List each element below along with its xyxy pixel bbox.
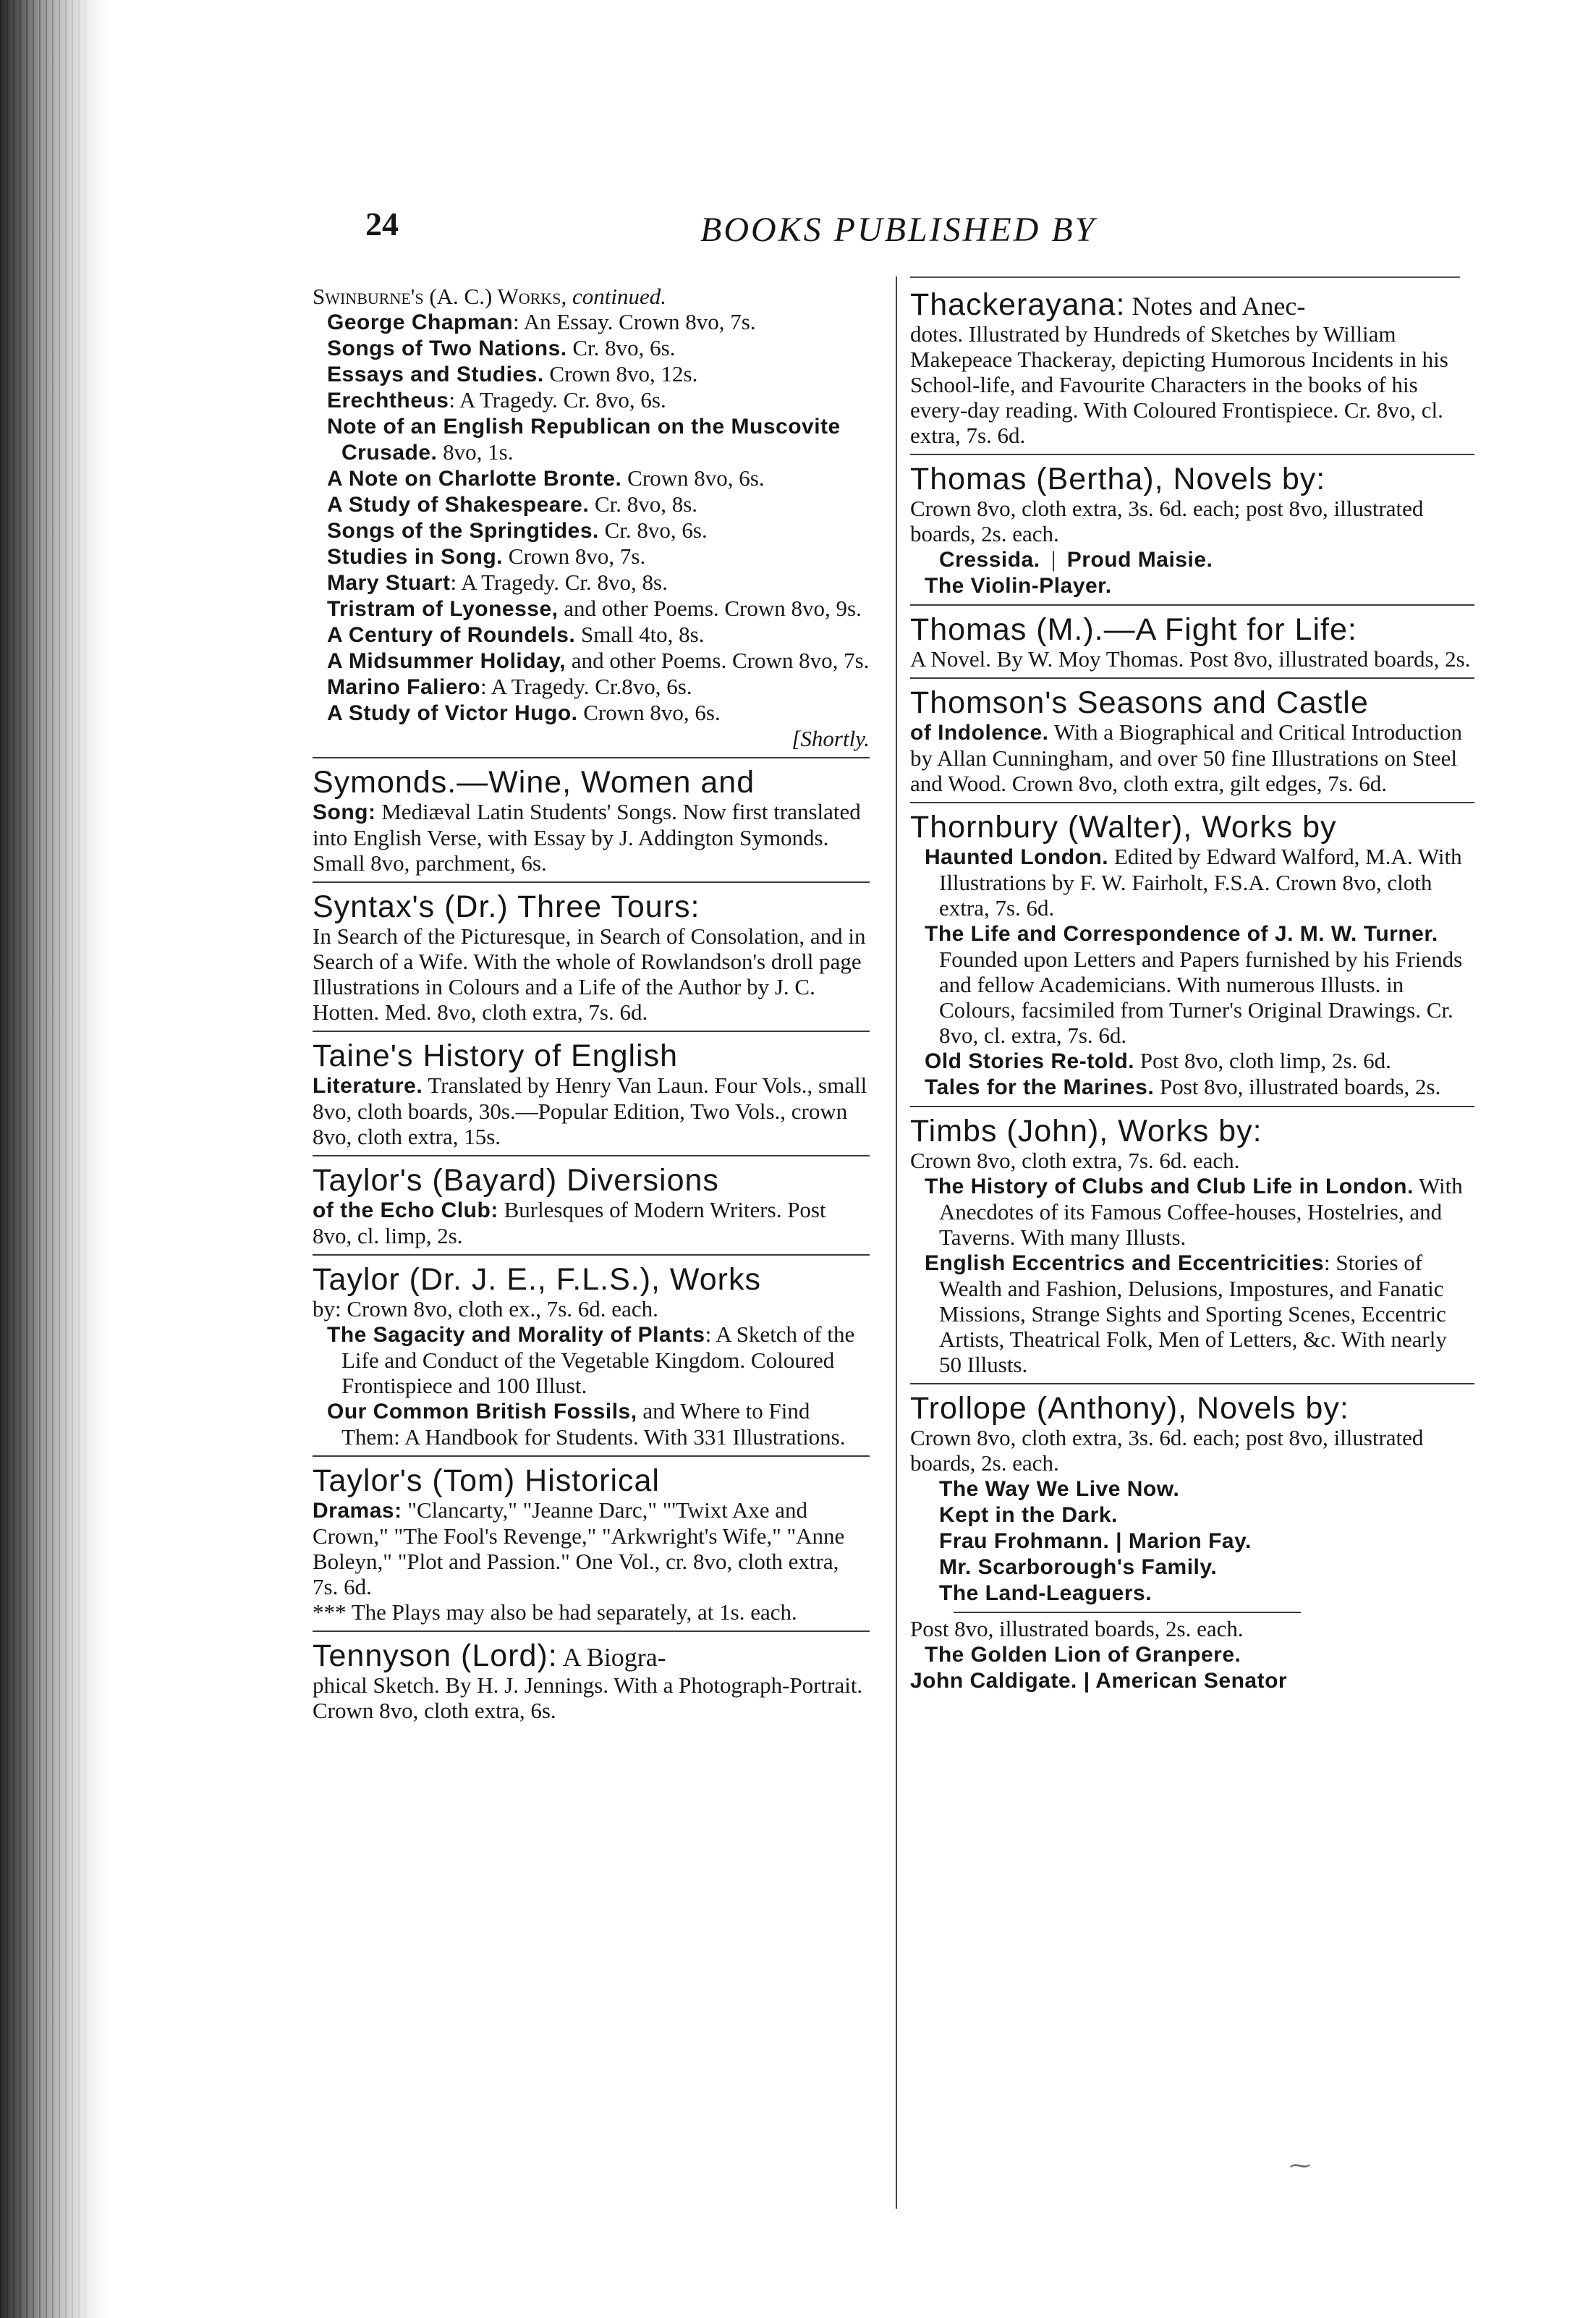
item-title: The Violin-Player.: [925, 574, 1112, 598]
item-title: Mr. Scarborough's Family.: [939, 1555, 1218, 1579]
entry-thomas-bertha: [910, 462, 1474, 606]
list-item: [910, 1528, 1474, 1554]
item-desc: Crown 8vo, 6s.: [621, 465, 765, 491]
item-title: The Way We Live Now.: [939, 1477, 1180, 1501]
entry-taylor-bayard: [313, 1164, 870, 1256]
shortly-note: [Shortly.: [791, 726, 870, 751]
title-separator: |: [1045, 546, 1067, 572]
entry-heading-rest: Notes and Anec-: [1125, 292, 1306, 321]
entry-swinburne: [313, 284, 870, 758]
list-item: [910, 1580, 1474, 1606]
entry-body-text: Translated by Henry Van Laun. Four Vols., small 8vo, cloth boards, 30s.—Popular Edition, Two Vols., crown 8vo, cloth extra, 15s.: [313, 1073, 867, 1149]
entry-body-text: Crown 8vo, cloth extra, 3s. 6d. each; post 8vo, illustrated boards, 2s. each.: [910, 1425, 1424, 1476]
entry-bold-lead: Dramas:: [313, 1499, 402, 1523]
entry-heading: Taine's History of English: [313, 1039, 679, 1073]
item-title: A Midsummer Holiday,: [327, 649, 566, 673]
list-item: [910, 572, 1474, 598]
entry-heading: Thomas (M.).—A Fight for Life:: [910, 612, 1357, 647]
section-rule: [954, 1612, 1301, 1613]
item-desc: and Where to Find Them: A Handbook for Students. With 331 Illustrations.: [341, 1398, 846, 1450]
entry-bold-lead: of the Echo Club:: [313, 1198, 498, 1222]
entry-body-text: dotes. Illustrated by Hundreds of Sketches by William Makepeace Thackeray, depicting Humorous Incidents in his School-life, and Favourite Characters in the books of his every-day reading. With Coloured Frontispiece. Cr. 8vo, cl. extra, 7s. 6d.: [910, 321, 1448, 448]
running-title: BOOKS PUBLISHED BY: [700, 211, 1097, 249]
item-desc: With Anecdotes of its Famous Coffee-houses, Hostelries, and Taverns. With many Illusts.: [939, 1173, 1463, 1250]
entry-body: [313, 1073, 870, 1149]
list-item: [313, 596, 870, 622]
entry-thornbury: [910, 811, 1474, 1107]
header-rule: [910, 276, 1460, 278]
list-item: [910, 1641, 1474, 1667]
entry-note: *** The Plays may also be had separately, at 1s. each.: [313, 1599, 797, 1625]
list-item: [313, 570, 870, 596]
entry-body-text: phical Sketch. By H. J. Jennings. With a Photograph-Portrait. Crown 8vo, cloth extra, 6s.: [313, 1672, 863, 1723]
entry-taylor-je: [313, 1263, 870, 1457]
list-item: [313, 335, 870, 361]
item-desc: Crown 8vo, 12s.: [543, 361, 698, 386]
item-desc: and other Poems. Crown 8vo, 7s.: [566, 648, 870, 673]
item-title: Proud Maisie.: [1066, 548, 1213, 572]
list-item: [910, 1250, 1474, 1377]
item-desc: 8vo, 1s.: [437, 439, 514, 465]
item-title: The Land-Leaguers.: [939, 1581, 1153, 1605]
item-title: Note of an English Republican on the Muscovite Crusade.: [327, 415, 841, 465]
list-item: [910, 1476, 1474, 1502]
list-item: [910, 844, 1474, 921]
item-desc: : A Tragedy. Cr. 8vo, 8s.: [450, 570, 668, 595]
entry-heading: Taylor (Dr. J. E., F.L.S.), Works: [313, 1262, 761, 1297]
page-number: 24: [365, 206, 399, 242]
list-item: [313, 387, 870, 413]
list-item: [313, 700, 870, 726]
entry-heading: [313, 284, 870, 309]
entry-heading: [910, 288, 1474, 321]
item-desc: Cr. 8vo, 6s.: [566, 335, 676, 360]
item-title: English Eccentrics and Eccentricities: [925, 1251, 1325, 1275]
item-title: Our Common British Fossils,: [327, 1400, 637, 1424]
entry-body-text: Crown 8vo, cloth extra, 7s. 6d. each.: [910, 1148, 1240, 1173]
item-desc: Edited by Edward Walford, M.A. With Illustrations by F. W. Fairholt, F.S.A. Crown 8vo, cloth extra, 7s. 6d.: [939, 844, 1462, 921]
item-desc: : Stories of Wealth and Fashion, Delusions, Impostures, and Fanatic Missions, Strange Sights and Sporting Scenes, Eccentric Artists, Theatrical Folk, Men of Letters, &c. With nearly 50 Illusts.: [939, 1250, 1447, 1377]
entry-heading: [313, 1639, 870, 1672]
entry-heading: Symonds.—Wine, Women and: [313, 765, 755, 800]
entry-body-text: With a Biographical and Critical Introduction by Allan Cunningham, and over 50 fine Illustrations on Steel and Wood. Crown 8vo, cloth extra, gilt edges, 7s. 6d.: [910, 719, 1463, 796]
list-item: [910, 1173, 1474, 1250]
list-item: [313, 491, 870, 517]
item-desc: Post 8vo, illustrated boards, 2s.: [1154, 1074, 1441, 1099]
item-title: Tales for the Marines.: [925, 1075, 1155, 1099]
list-item: [313, 413, 870, 465]
entry-symonds: [313, 766, 870, 883]
item-desc: Post 8vo, cloth limp, 2s. 6d.: [1134, 1048, 1391, 1073]
item-title: The Sagacity and Morality of Plants: [327, 1323, 705, 1347]
item-title: A Note on Charlotte Bronte.: [327, 467, 622, 491]
entry-thomas-m: [910, 613, 1474, 679]
list-item: [313, 309, 870, 335]
item-title: Frau Frohmann. | Marion Fay.: [939, 1529, 1252, 1553]
entry-thomson: [910, 686, 1474, 803]
list-item: [910, 546, 1474, 572]
entry-body-text: by: Crown 8vo, cloth ex., 7s. 6d. each.: [313, 1296, 658, 1321]
item-title: A Study of Victor Hugo.: [327, 701, 578, 725]
entry-heading: Trollope (Anthony), Novels by:: [910, 1391, 1349, 1426]
entry-body: [910, 719, 1474, 796]
entry-heading: Thomas (Bertha), Novels by:: [910, 462, 1326, 496]
entry-heading-text: Tennyson (Lord):: [313, 1638, 558, 1673]
list-item: [313, 622, 870, 648]
item-desc: : A Tragedy. Cr.8vo, 6s.: [480, 674, 692, 699]
entry-body-text: Crown 8vo, cloth extra, 3s. 6d. each; post 8vo, illustrated boards, 2s. each.: [910, 496, 1424, 546]
item-title: A Century of Roundels.: [327, 623, 576, 647]
entry-timbs: [910, 1114, 1474, 1384]
entry-taylor-tom: [313, 1464, 870, 1632]
item-title: Songs of Two Nations.: [327, 337, 567, 360]
entry-body-text: Mediæval Latin Students' Songs. Now first translated into English Verse, with Essay by J. Addington Symonds. Small 8vo, parchment, 6s.: [313, 799, 861, 876]
entry-heading-rest: A Biogra-: [557, 1643, 666, 1672]
item-title: Erechtheus: [327, 389, 449, 413]
item-title: Kept in the Dark.: [939, 1503, 1118, 1527]
list-item: [910, 1048, 1474, 1074]
entry-syntax: [313, 890, 870, 1032]
entry-heading: Taylor's (Tom) Historical: [313, 1463, 660, 1498]
item-title: Cressida.: [939, 548, 1040, 572]
entry-heading-text: Thackerayana:: [910, 287, 1126, 322]
item-title: A Study of Shakespeare.: [327, 493, 590, 517]
entry-taine: [313, 1039, 870, 1156]
column-divider: [896, 276, 897, 2209]
entry-body: [313, 1497, 870, 1599]
list-item: [313, 517, 870, 543]
swinburne-items: [313, 309, 870, 726]
item-desc: : An Essay. Crown 8vo, 7s.: [513, 309, 756, 334]
item-desc: Cr. 8vo, 8s.: [589, 491, 698, 517]
entry-body-text: In Search of the Picturesque, in Search of Consolation, and in Search of a Wife. With the whole of Rowlandson's droll page Illustrations in Colours and a Life of the Author by J. C. Hotten. Med. 8vo, cloth extra, 7s. 6d.: [313, 923, 866, 1025]
item-title: Haunted London.: [925, 845, 1109, 869]
left-column: [313, 284, 870, 1736]
entry-body-text: Burlesques of Modern Writers. Post 8vo, cl. limp, 2s.: [313, 1197, 826, 1248]
entry-trollope: [910, 1392, 1474, 1699]
entry-heading: Thomson's Seasons and Castle: [910, 685, 1369, 720]
item-desc: : A Tragedy. Cr. 8vo, 6s.: [449, 387, 666, 413]
item-title: Essays and Studies.: [327, 363, 544, 386]
entry-bold-lead: Song:: [313, 800, 376, 824]
item-desc: Crown 8vo, 6s.: [577, 700, 721, 725]
entry-tennyson: [313, 1639, 870, 1729]
item-title: Studies in Song.: [327, 545, 504, 569]
item-desc: Founded upon Letters and Papers furnished by his Friends and fellow Academicians. With numerous Illusts. in Colours, facsimiled from Turner's Original Drawings. Cr. 8vo, cl. extra, 7s. 6d.: [939, 947, 1463, 1048]
binding-page-edges: [0, 0, 109, 2318]
list-item: [313, 674, 870, 700]
entry-body: [313, 1197, 870, 1248]
entry-heading: Taylor's (Bayard) Diversions: [313, 1163, 719, 1198]
list-item: [313, 361, 870, 387]
item-title: George Chapman: [327, 310, 514, 334]
list-item: [910, 1554, 1474, 1580]
entry-heading: Syntax's (Dr.) Three Tours:: [313, 889, 700, 924]
item-title: Marino Faliero: [327, 675, 481, 699]
entry-heading-text: Swinburne's (A. C.) Works,: [313, 284, 567, 309]
footer-mark: ⁓: [1289, 2154, 1311, 2178]
item-title: The Golden Lion of Granpere.: [925, 1643, 1241, 1667]
entry-body: [313, 799, 870, 876]
entry-thackerayana: [910, 288, 1474, 455]
list-item: [313, 543, 870, 570]
list-item: [313, 1321, 870, 1398]
item-title: The Life and Correspondence of J. M. W. Turner.: [925, 922, 1438, 946]
item-title: Old Stories Re-told.: [925, 1049, 1135, 1073]
item-title: Songs of the Springtides.: [327, 519, 599, 543]
list-item: [313, 465, 870, 491]
entry-heading: Thornbury (Walter), Works by: [910, 810, 1337, 845]
continued-label: continued.: [572, 284, 666, 309]
entry-body-text: "Clancarty," "Jeanne Darc," "'Twixt Axe and Crown," "The Fool's Revenge," "Arkwright's Wife," "Anne Boleyn," "Plot and Passion." One Vol., cr. 8vo, cloth extra, 7s. 6d.: [313, 1497, 845, 1599]
item-desc: Cr. 8vo, 6s.: [598, 517, 708, 543]
list-item: [313, 648, 870, 674]
item-title: John Caldigate. | American Senator: [910, 1669, 1288, 1693]
entry-body-text: Post 8vo, illustrated boards, 2s. each.: [910, 1616, 1244, 1641]
list-item: [910, 1074, 1474, 1100]
entry-bold-lead: Literature.: [313, 1074, 423, 1098]
entry-heading: Timbs (John), Works by:: [910, 1114, 1262, 1149]
item-desc: Small 4to, 8s.: [575, 622, 705, 647]
item-title: Tristram of Lyonesse,: [327, 597, 559, 621]
item-desc: and other Poems. Crown 8vo, 9s.: [558, 596, 862, 621]
entry-body-text: A Novel. By W. Moy Thomas. Post 8vo, illustrated boards, 2s.: [910, 646, 1471, 672]
list-item: [910, 1667, 1474, 1693]
list-item: [313, 1398, 870, 1450]
list-item: [910, 921, 1474, 1048]
right-column: [910, 288, 1474, 1706]
item-desc: : A Sketch of the Life and Conduct of the Vegetable Kingdom. Coloured Frontispiece and 100 Illust.: [341, 1321, 855, 1398]
item-title: Mary Stuart: [327, 571, 451, 595]
item-desc: Crown 8vo, 7s.: [503, 543, 646, 569]
entry-bold-lead: of Indolence.: [910, 721, 1049, 745]
list-item: [910, 1502, 1474, 1528]
item-title: The History of Clubs and Club Life in London.: [925, 1175, 1414, 1198]
